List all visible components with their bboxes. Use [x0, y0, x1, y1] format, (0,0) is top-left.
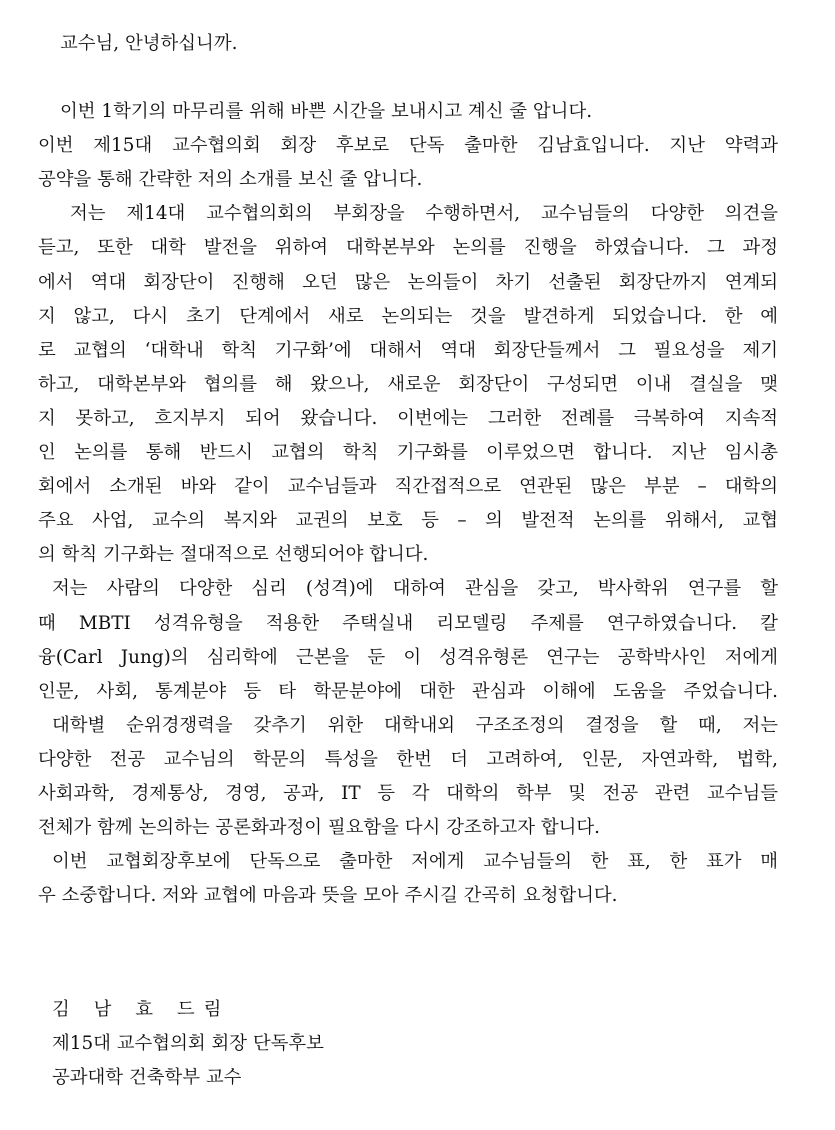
paragraph-2-line: 지 않고, 다시 초기 단계에서 새로 논의되는 것을 발견하게 되었습니다. 한 예 — [38, 305, 778, 327]
paragraph-2-line: 회에서 소개된 바와 같이 교수님들과 직간접적으로 연관된 많은 부분 – 대학의 — [38, 476, 778, 498]
paragraph-1-line: 이번 1학기의 마무리를 위해 바쁜 시간을 보내시고 계신 줄 압니다. — [60, 101, 593, 123]
signature-block — [52, 993, 324, 1095]
signature-name: 김 남 효 드림 — [52, 999, 231, 1020]
paragraph-2-line: 인 논의를 통해 반드시 교협의 학칙 기구화를 이루었으면 합니다. 지난 임시총 — [38, 442, 778, 464]
paragraph-3-line: 인문, 사회, 통계분야 등 타 학문분야에 대한 관심과 이해에 도움을 주었습니다. — [38, 680, 778, 702]
paragraph-2-line: 하고, 대학본부와 협의를 해 왔으나, 새로운 회장단이 구성되면 이내 결실을 맺 — [38, 373, 778, 395]
paragraph-2-line: 듣고, 또한 대학 발전을 위하여 대학본부와 논의를 진행을 하였습니다. 그 과정 — [38, 237, 778, 259]
letter-body — [38, 27, 778, 913]
paragraph-4-line: 다양한 전공 교수님의 학문의 특성을 한번 더 고려하여, 인문, 자연과학, 법학, — [38, 748, 778, 770]
signature-title: 제15대 교수협의회 회장 단독후보 — [52, 1033, 324, 1055]
paragraph-2-line: 지 못하고, 흐지부지 되어 왔습니다. 이번에는 그러한 전례를 극복하여 지속적 — [38, 407, 778, 429]
paragraph-3-line: 때 MBTI 성격유형을 적용한 주택실내 리모델링 주제를 연구하였습니다. 칼 — [38, 612, 778, 634]
paragraph-2-line: 저는 제14대 교수협의회의 부회장을 수행하면서, 교수님들의 다양한 의견을 — [70, 203, 778, 225]
greeting: 교수님, 안녕하십니까. — [60, 33, 238, 54]
paragraph-3-line: 저는 사람의 다양한 심리 (성격)에 대하여 관심을 갖고, 박사학위 연구를 할 — [52, 578, 778, 600]
paragraph-5-line: 우 소중합니다. 저와 교협에 마음과 뜻을 모아 주시길 간곡히 요청합니다. — [38, 885, 618, 907]
signature-affiliation: 공과대학 건축학부 교수 — [52, 1067, 242, 1089]
paragraph-5-line: 이번 교협회장후보에 단독으로 출마한 저에게 교수님들의 한 표, 한 표가 매 — [52, 851, 778, 873]
paragraph-2-line: 의 학칙 기구화는 절대적으로 선행되어야 합니다. — [38, 544, 429, 566]
paragraph-2-line: 에서 역대 회장단이 진행해 오던 많은 논의들이 차기 선출된 회장단까지 연계되 — [38, 271, 778, 293]
paragraph-4-line: 전체가 함께 논의하는 공론화과정이 필요함을 다시 강조하고자 합니다. — [38, 817, 600, 839]
paragraph-1-line: 공약을 통해 간략한 저의 소개를 보신 줄 압니다. — [38, 169, 423, 191]
paragraph-3-line: 융(Carl Jung)의 심리학에 근본을 둔 이 성격유형론 연구는 공학박사인 저에게 — [38, 646, 778, 668]
paragraph-2-line: 주요 사업, 교수의 복지와 교권의 보호 등 – 의 발전적 논의를 위해서, 교협 — [38, 510, 778, 532]
paragraph-4-line: 대학별 순위경쟁력을 갖추기 위한 대학내외 구조조정의 결정을 할 때, 저는 — [52, 714, 778, 736]
paragraph-2-line: 로 교협의 ‘대학내 학칙 기구화’에 대해서 역대 회장단들께서 그 필요성을 제기 — [38, 339, 778, 361]
paragraph-4-line: 사회과학, 경제통상, 경영, 공과, IT 등 각 대학의 학부 및 전공 관련 교수님들 — [38, 782, 778, 804]
paragraph-1-line: 이번 제15대 교수협의회 회장 후보로 단독 출마한 김남효입니다. 지난 약력과 — [38, 135, 778, 157]
